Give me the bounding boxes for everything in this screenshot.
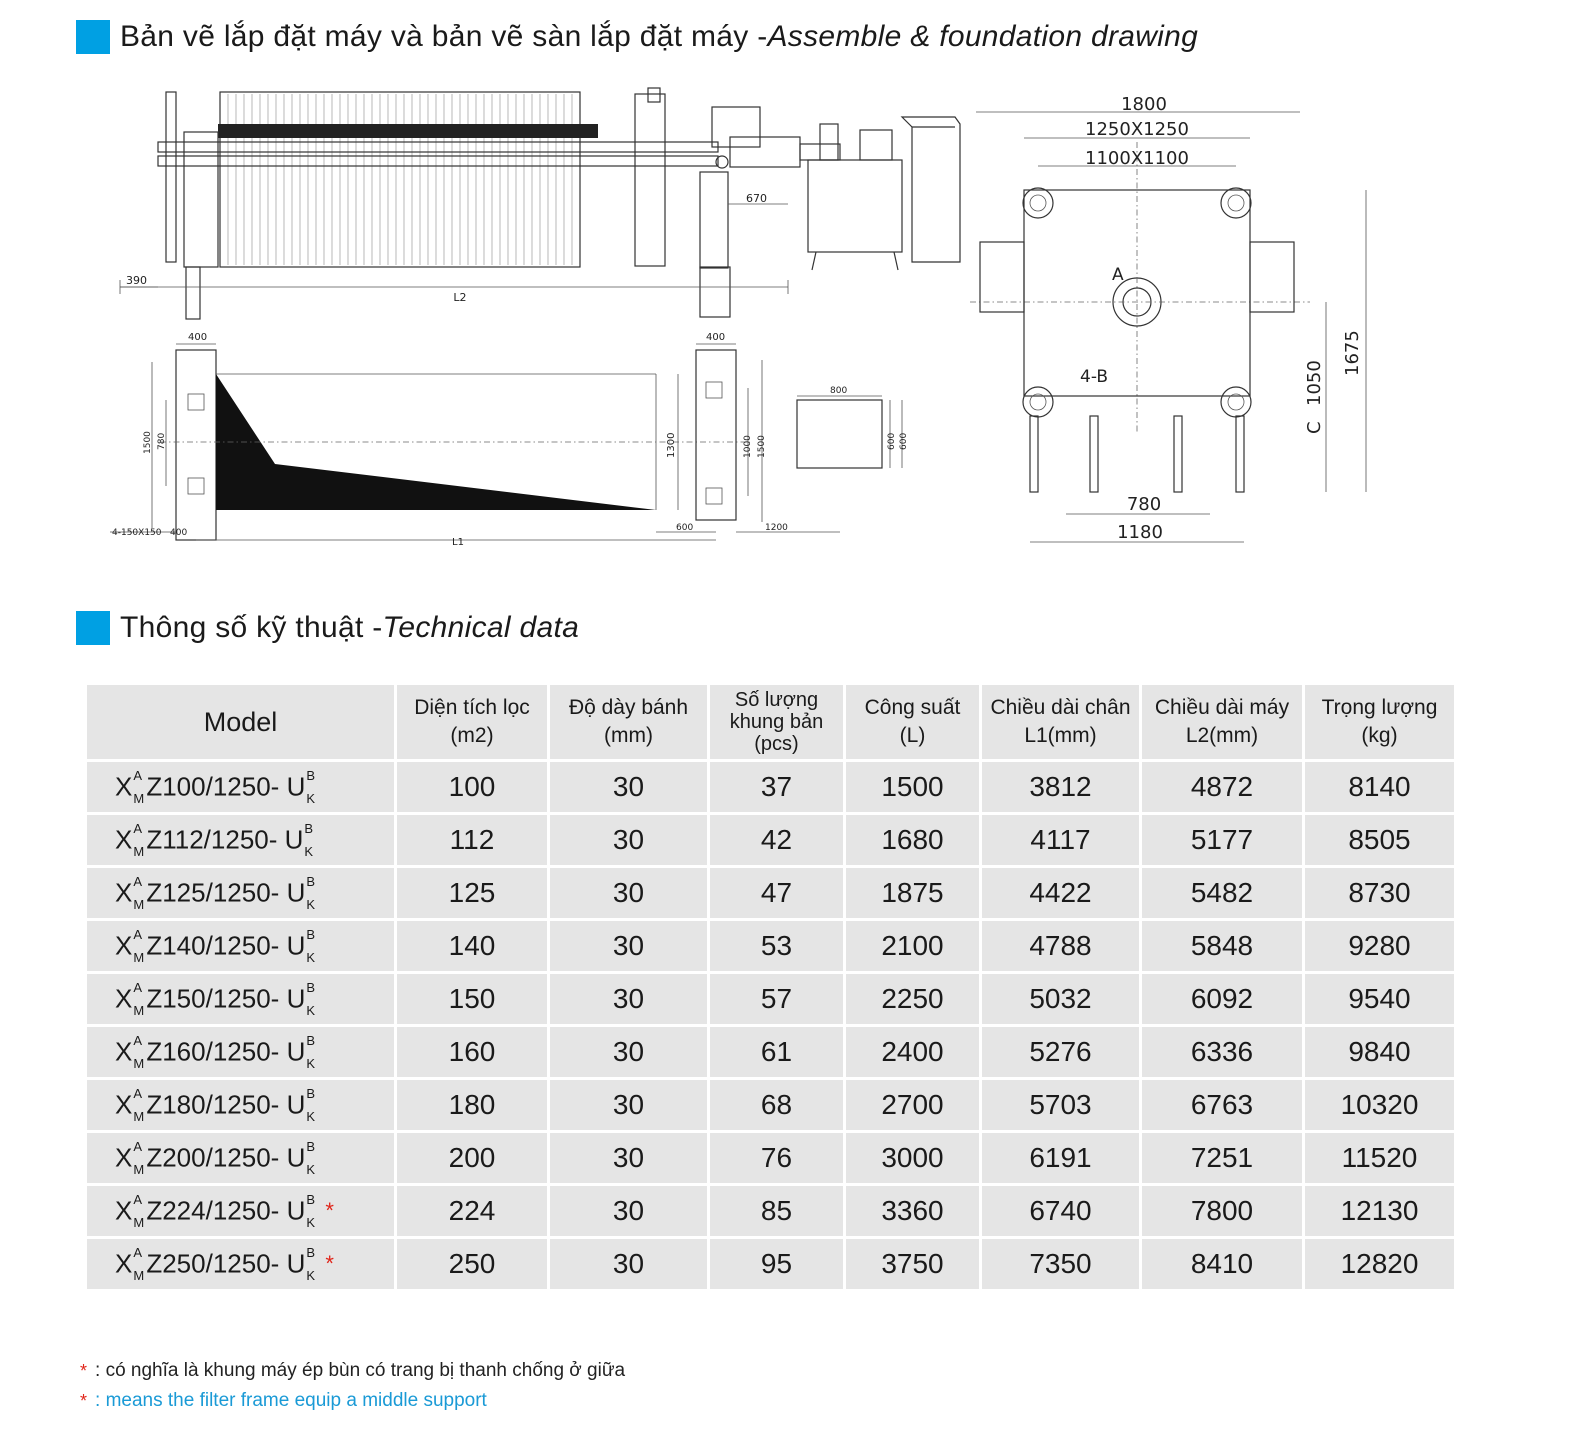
label-780: 780 xyxy=(1126,494,1162,515)
cell-l2: 5482 xyxy=(1141,867,1304,920)
label-1180: 1180 xyxy=(1117,522,1163,543)
cell-model: X A M Z100/1250- U B K xyxy=(86,761,396,814)
label-1675: 1675 xyxy=(1342,330,1363,376)
header-plate-count: Số lượng khung bản (pcs) xyxy=(709,684,845,761)
cell-area: 200 xyxy=(396,1132,549,1185)
cell-thick: 30 xyxy=(549,1238,709,1291)
cell-thick: 30 xyxy=(549,1026,709,1079)
section-title-assemble xyxy=(76,20,1198,54)
section-title-en: Technical data xyxy=(382,611,580,644)
cell-l1: 5276 xyxy=(981,1026,1141,1079)
cell-model: X A M Z160/1250- U B K xyxy=(86,1026,396,1079)
table-row xyxy=(86,1026,1456,1079)
label-600-c: 600 xyxy=(676,523,694,533)
cell-capacity: 2700 xyxy=(845,1079,981,1132)
asterisk-icon: * xyxy=(325,1251,334,1276)
cell-l1: 6191 xyxy=(981,1132,1141,1185)
cell-l2: 7251 xyxy=(1141,1132,1304,1185)
label-780-small: 780 xyxy=(157,432,167,450)
cell-capacity: 1500 xyxy=(845,761,981,814)
cell-weight: 12820 xyxy=(1304,1238,1456,1291)
asterisk-icon: * xyxy=(80,1360,88,1381)
side-view-drawing xyxy=(120,88,960,319)
section-title-vi: Bản vẽ lắp đặt máy và bản vẽ sàn lắp đặt máy - xyxy=(120,20,768,53)
cell-thick: 30 xyxy=(549,761,709,814)
label-4B: 4-B xyxy=(1080,367,1109,387)
label-1500: 1500 xyxy=(143,431,153,454)
section-marker xyxy=(76,611,110,645)
cell-weight: 8140 xyxy=(1304,761,1456,814)
cell-capacity: 2400 xyxy=(845,1026,981,1079)
header-l2: Chiều dài máy L2(mm) xyxy=(1141,684,1304,761)
cell-l2: 6336 xyxy=(1141,1026,1304,1079)
footnote-en-text: : means the filter frame equip a middle support xyxy=(95,1390,487,1411)
label-L2: L2 xyxy=(453,291,467,304)
cell-l2: 7800 xyxy=(1141,1185,1304,1238)
footnote-en xyxy=(80,1390,487,1412)
table-row xyxy=(86,814,1456,867)
cell-weight: 8505 xyxy=(1304,814,1456,867)
label-400-bottom: 400 xyxy=(170,528,188,538)
header-l1: Chiều dài chân L1(mm) xyxy=(981,684,1141,761)
cell-thick: 30 xyxy=(549,867,709,920)
cell-model: X A M Z140/1250- U B K xyxy=(86,920,396,973)
cell-thick: 30 xyxy=(549,1185,709,1238)
label-A: A xyxy=(1112,265,1124,285)
cell-capacity: 3000 xyxy=(845,1132,981,1185)
label-1500-right: 1500 xyxy=(757,435,767,458)
cell-capacity: 1875 xyxy=(845,867,981,920)
cell-count: 57 xyxy=(709,973,845,1026)
header-weight: Trọng lượng (kg) xyxy=(1304,684,1456,761)
table-row xyxy=(86,1079,1456,1132)
cell-model: X A M Z125/1250- U B K xyxy=(86,867,396,920)
cell-thick: 30 xyxy=(549,1132,709,1185)
header-model: Model xyxy=(86,684,396,761)
label-L1: L1 xyxy=(452,537,464,548)
header-area: Diện tích lọc (m2) xyxy=(396,684,549,761)
cell-weight: 12130 xyxy=(1304,1185,1456,1238)
cell-area: 250 xyxy=(396,1238,549,1291)
foundation-plan-drawing xyxy=(110,332,909,548)
cell-count: 37 xyxy=(709,761,845,814)
header-thickness: Độ dày bánh (mm) xyxy=(549,684,709,761)
cell-weight: 9840 xyxy=(1304,1026,1456,1079)
footnote-vi xyxy=(80,1360,625,1382)
label-670: 670 xyxy=(746,192,767,205)
cell-area: 100 xyxy=(396,761,549,814)
cell-count: 68 xyxy=(709,1079,845,1132)
cell-weight: 10320 xyxy=(1304,1079,1456,1132)
cell-capacity: 3750 xyxy=(845,1238,981,1291)
cell-area: 160 xyxy=(396,1026,549,1079)
cell-capacity: 2100 xyxy=(845,920,981,973)
label-600-a: 600 xyxy=(887,432,897,450)
table-row xyxy=(86,1132,1456,1185)
cell-thick: 30 xyxy=(549,973,709,1026)
label-1100: 1100X1100 xyxy=(1085,148,1189,169)
table-row xyxy=(86,920,1456,973)
cell-count: 47 xyxy=(709,867,845,920)
cell-weight: 11520 xyxy=(1304,1132,1456,1185)
cell-l1: 5703 xyxy=(981,1079,1141,1132)
section-title-vi: Thông số kỹ thuật - xyxy=(120,611,383,644)
cell-area: 125 xyxy=(396,867,549,920)
footnote-vi-text: : có nghĩa là khung máy ép bùn có trang bị thanh chống ở giữa xyxy=(95,1360,626,1381)
cell-model: X A M Z224/1250- U B K * xyxy=(86,1185,396,1238)
table-row xyxy=(86,867,1456,920)
cell-capacity: 1680 xyxy=(845,814,981,867)
cell-l2: 4872 xyxy=(1141,761,1304,814)
cell-model: X A M Z180/1250- U B K xyxy=(86,1079,396,1132)
cell-l1: 4117 xyxy=(981,814,1141,867)
cell-area: 150 xyxy=(396,973,549,1026)
cell-l2: 6763 xyxy=(1141,1079,1304,1132)
cell-count: 42 xyxy=(709,814,845,867)
asterisk-icon: * xyxy=(325,1198,334,1223)
cell-capacity: 3360 xyxy=(845,1185,981,1238)
cell-area: 140 xyxy=(396,920,549,973)
cell-l2: 8410 xyxy=(1141,1238,1304,1291)
table-row xyxy=(86,761,1456,814)
cell-area: 112 xyxy=(396,814,549,867)
label-1200: 1200 xyxy=(765,523,788,533)
table-row xyxy=(86,1238,1456,1291)
table-header-row xyxy=(86,684,1456,761)
end-view-drawing xyxy=(970,94,1366,543)
table-row xyxy=(86,1185,1456,1238)
cell-count: 85 xyxy=(709,1185,845,1238)
cell-model: X A M Z150/1250- U B K xyxy=(86,973,396,1026)
header-capacity: Công suất (L) xyxy=(845,684,981,761)
label-1000: 1000 xyxy=(743,435,753,458)
section-marker xyxy=(76,20,110,54)
label-390: 390 xyxy=(126,274,147,287)
cell-weight: 9540 xyxy=(1304,973,1456,1026)
cell-model: X A M Z112/1250- U B K xyxy=(86,814,396,867)
cell-l1: 4422 xyxy=(981,867,1141,920)
cell-model: X A M Z250/1250- U B K * xyxy=(86,1238,396,1291)
cell-count: 53 xyxy=(709,920,845,973)
label-1250: 1250X1250 xyxy=(1085,119,1189,140)
label-1300: 1300 xyxy=(666,432,677,458)
label-1050: 1050 xyxy=(1304,360,1325,406)
label-800: 800 xyxy=(830,386,848,396)
cell-l1: 5032 xyxy=(981,973,1141,1026)
cell-l1: 4788 xyxy=(981,920,1141,973)
label-600-b: 600 xyxy=(899,432,909,450)
cell-l1: 7350 xyxy=(981,1238,1141,1291)
cell-model: X A M Z200/1250- U B K xyxy=(86,1132,396,1185)
cell-thick: 30 xyxy=(549,920,709,973)
cell-capacity: 2250 xyxy=(845,973,981,1026)
cell-count: 95 xyxy=(709,1238,845,1291)
label-1800: 1800 xyxy=(1121,94,1167,115)
cell-l2: 5848 xyxy=(1141,920,1304,973)
cell-l2: 6092 xyxy=(1141,973,1304,1026)
cell-l1: 6740 xyxy=(981,1185,1141,1238)
label-hole: 4-150X150 xyxy=(112,528,162,538)
cell-l2: 5177 xyxy=(1141,814,1304,867)
cell-area: 180 xyxy=(396,1079,549,1132)
asterisk-icon: * xyxy=(80,1390,88,1411)
cell-weight: 9280 xyxy=(1304,920,1456,973)
cell-weight: 8730 xyxy=(1304,867,1456,920)
label-C: C xyxy=(1304,421,1325,434)
label-400-left: 400 xyxy=(188,332,208,343)
cell-area: 224 xyxy=(396,1185,549,1238)
table-row xyxy=(86,973,1456,1026)
cell-count: 61 xyxy=(709,1026,845,1079)
section-title-en: Assemble & foundation drawing xyxy=(767,20,1199,53)
cell-l1: 3812 xyxy=(981,761,1141,814)
cell-thick: 30 xyxy=(549,1079,709,1132)
label-400-right: 400 xyxy=(706,332,726,343)
cell-count: 76 xyxy=(709,1132,845,1185)
assembly-foundation-drawing xyxy=(100,82,1400,562)
technical-data-table xyxy=(84,682,1457,1292)
section-title-technical xyxy=(76,611,579,645)
cell-thick: 30 xyxy=(549,814,709,867)
